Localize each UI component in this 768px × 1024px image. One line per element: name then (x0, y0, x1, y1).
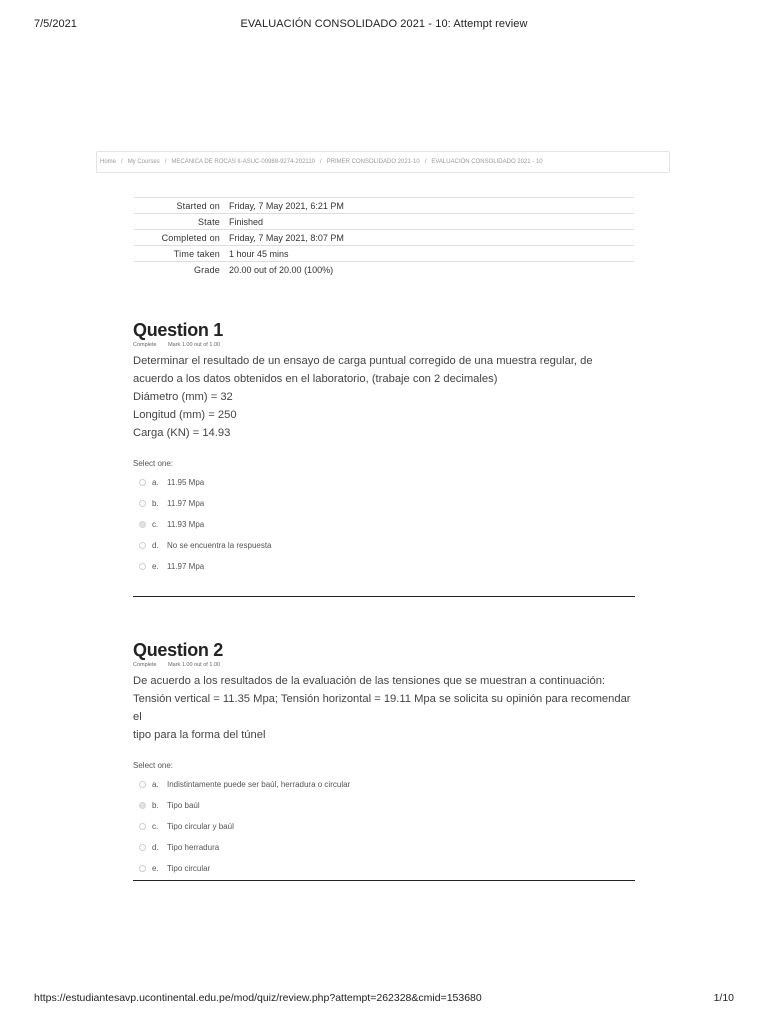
option-text: No se encuentra la respuesta (167, 541, 272, 550)
option-text: Indistintamente puede ser baúl, herradura o circular (167, 780, 351, 789)
option-text: Tipo baúl (167, 801, 200, 810)
summary-value: Finished (229, 214, 634, 230)
question-title: Question 1 (133, 320, 224, 340)
answer-option-b[interactable] (133, 795, 635, 816)
answer-option-e[interactable] (133, 556, 635, 577)
breadcrumb-separator: / (424, 159, 427, 165)
question-1 (133, 320, 635, 577)
summary-label: Grade (134, 262, 229, 278)
breadcrumb-separator: / (320, 159, 322, 165)
breadcrumb (96, 151, 670, 173)
option-text: Tipo herradura (167, 843, 220, 852)
option-letter: d. (152, 541, 159, 550)
summary-row (134, 214, 634, 230)
answer-list (133, 472, 635, 577)
option-text: Tipo circular y baúl (167, 822, 234, 831)
print-url: https://estudiantesavp.ucontinental.edu.pe/mod/quiz/review.php?attempt=262328&cmid=153680 (34, 992, 482, 1004)
question-text-line: Tensión vertical = 11.35 Mpa; Tensión horizontal = 19.11 Mpa se solicita su opinión para recomendar el (133, 693, 631, 723)
page-number: 1/10 (713, 992, 734, 1004)
question-divider (133, 596, 635, 597)
summary-label: State (134, 214, 229, 230)
question-mark: Mark 1.00 out of 1.00 (168, 342, 221, 348)
radio-button[interactable] (139, 823, 146, 830)
option-text: 11.93 Mpa (167, 520, 205, 529)
answer-option-a[interactable] (133, 472, 635, 493)
answer-option-d[interactable] (133, 837, 635, 858)
option-letter: e. (152, 562, 159, 571)
answer-option-e[interactable] (133, 858, 635, 879)
question-text-line: Longitud (mm) = 250 (133, 409, 237, 421)
option-letter: e. (152, 864, 159, 873)
radio-button[interactable] (139, 844, 146, 851)
answer-option-c[interactable] (133, 514, 635, 535)
print-footer (0, 992, 768, 1006)
option-letter: a. (152, 780, 159, 789)
option-letter: b. (152, 499, 159, 508)
option-letter: c. (152, 822, 159, 831)
option-text: Tipo circular (167, 864, 211, 873)
radio-button[interactable] (139, 865, 146, 872)
breadcrumb-course[interactable]: MECÁNICA DE ROCAS II-ASUC-00988-9274-202110 (171, 159, 315, 165)
question-text (133, 352, 635, 442)
summary-value: Friday, 7 May 2021, 6:21 PM (229, 198, 634, 214)
question-status: Complete (133, 662, 157, 668)
answer-option-a[interactable] (133, 774, 635, 795)
summary-row (134, 230, 634, 246)
summary-row (134, 198, 634, 214)
question-info (133, 342, 635, 350)
question-text-line: Diámetro (mm) = 32 (133, 391, 233, 403)
option-letter: c. (152, 520, 159, 529)
question-text (133, 672, 635, 744)
answer-option-d[interactable] (133, 535, 635, 556)
question-title: Question 2 (133, 640, 224, 660)
answer-option-b[interactable] (133, 493, 635, 514)
answer-list (133, 774, 635, 879)
option-text: 11.97 Mpa (167, 499, 205, 508)
question-text-line: Determinar el resultado de un ensayo de carga puntual corregido de una muestra regular, de (133, 355, 593, 367)
summary-value: 20.00 out of 20.00 (100%) (229, 262, 634, 278)
breadcrumb-home[interactable]: Home (100, 159, 117, 165)
question-text-line: Carga (KN) = 14.93 (133, 427, 231, 439)
breadcrumb-separator: / (121, 159, 123, 165)
question-2 (133, 640, 635, 879)
question-info (133, 662, 635, 670)
breadcrumb-separator: / (164, 159, 167, 165)
radio-button-selected[interactable] (139, 521, 146, 528)
option-letter: a. (152, 478, 159, 487)
question-text-line: acuerdo a los datos obtenidos en el laboratorio, (trabaje con 2 decimales) (133, 373, 498, 385)
summary-row (134, 262, 634, 278)
answer-option-c[interactable] (133, 816, 635, 837)
print-date: 7/5/2021 (34, 18, 77, 30)
question-divider (133, 880, 635, 881)
attempt-summary-table (134, 197, 634, 277)
question-text-line: De acuerdo a los resultados de la evaluación de las tensiones que se muestran a continuación: (133, 675, 606, 687)
select-one-label: Select one: (133, 459, 174, 468)
radio-button[interactable] (139, 479, 146, 486)
select-one-label: Select one: (133, 761, 174, 770)
radio-button-selected[interactable] (139, 802, 146, 809)
question-text-line: tipo para la forma del túnel (133, 729, 266, 741)
breadcrumb-my-courses[interactable]: My Courses (127, 159, 160, 165)
summary-label: Completed on (134, 230, 229, 246)
question-mark: Mark 1.00 out of 1.00 (168, 662, 221, 668)
summary-label: Started on (134, 198, 229, 214)
option-letter: d. (152, 843, 159, 852)
breadcrumb-section[interactable]: PRIMER CONSOLIDADO 2021-10 (326, 159, 420, 165)
option-text: 11.95 Mpa (167, 478, 205, 487)
print-title: EVALUACIÓN CONSOLIDADO 2021 - 10: Attempt review (240, 18, 528, 30)
breadcrumb-quiz[interactable]: EVALUACIÓN CONSOLIDADO 2021 - 10 (431, 159, 543, 165)
radio-button[interactable] (139, 500, 146, 507)
radio-button[interactable] (139, 542, 146, 549)
option-text: 11.97 Mpa (167, 562, 205, 571)
summary-value: 1 hour 45 mins (229, 246, 634, 262)
summary-row (134, 246, 634, 262)
summary-value: Friday, 7 May 2021, 8:07 PM (229, 230, 634, 246)
question-status: Complete (133, 342, 157, 348)
summary-label: Time taken (134, 246, 229, 262)
print-header (0, 18, 768, 32)
option-letter: b. (152, 801, 159, 810)
radio-button[interactable] (139, 563, 146, 570)
radio-button[interactable] (139, 781, 146, 788)
